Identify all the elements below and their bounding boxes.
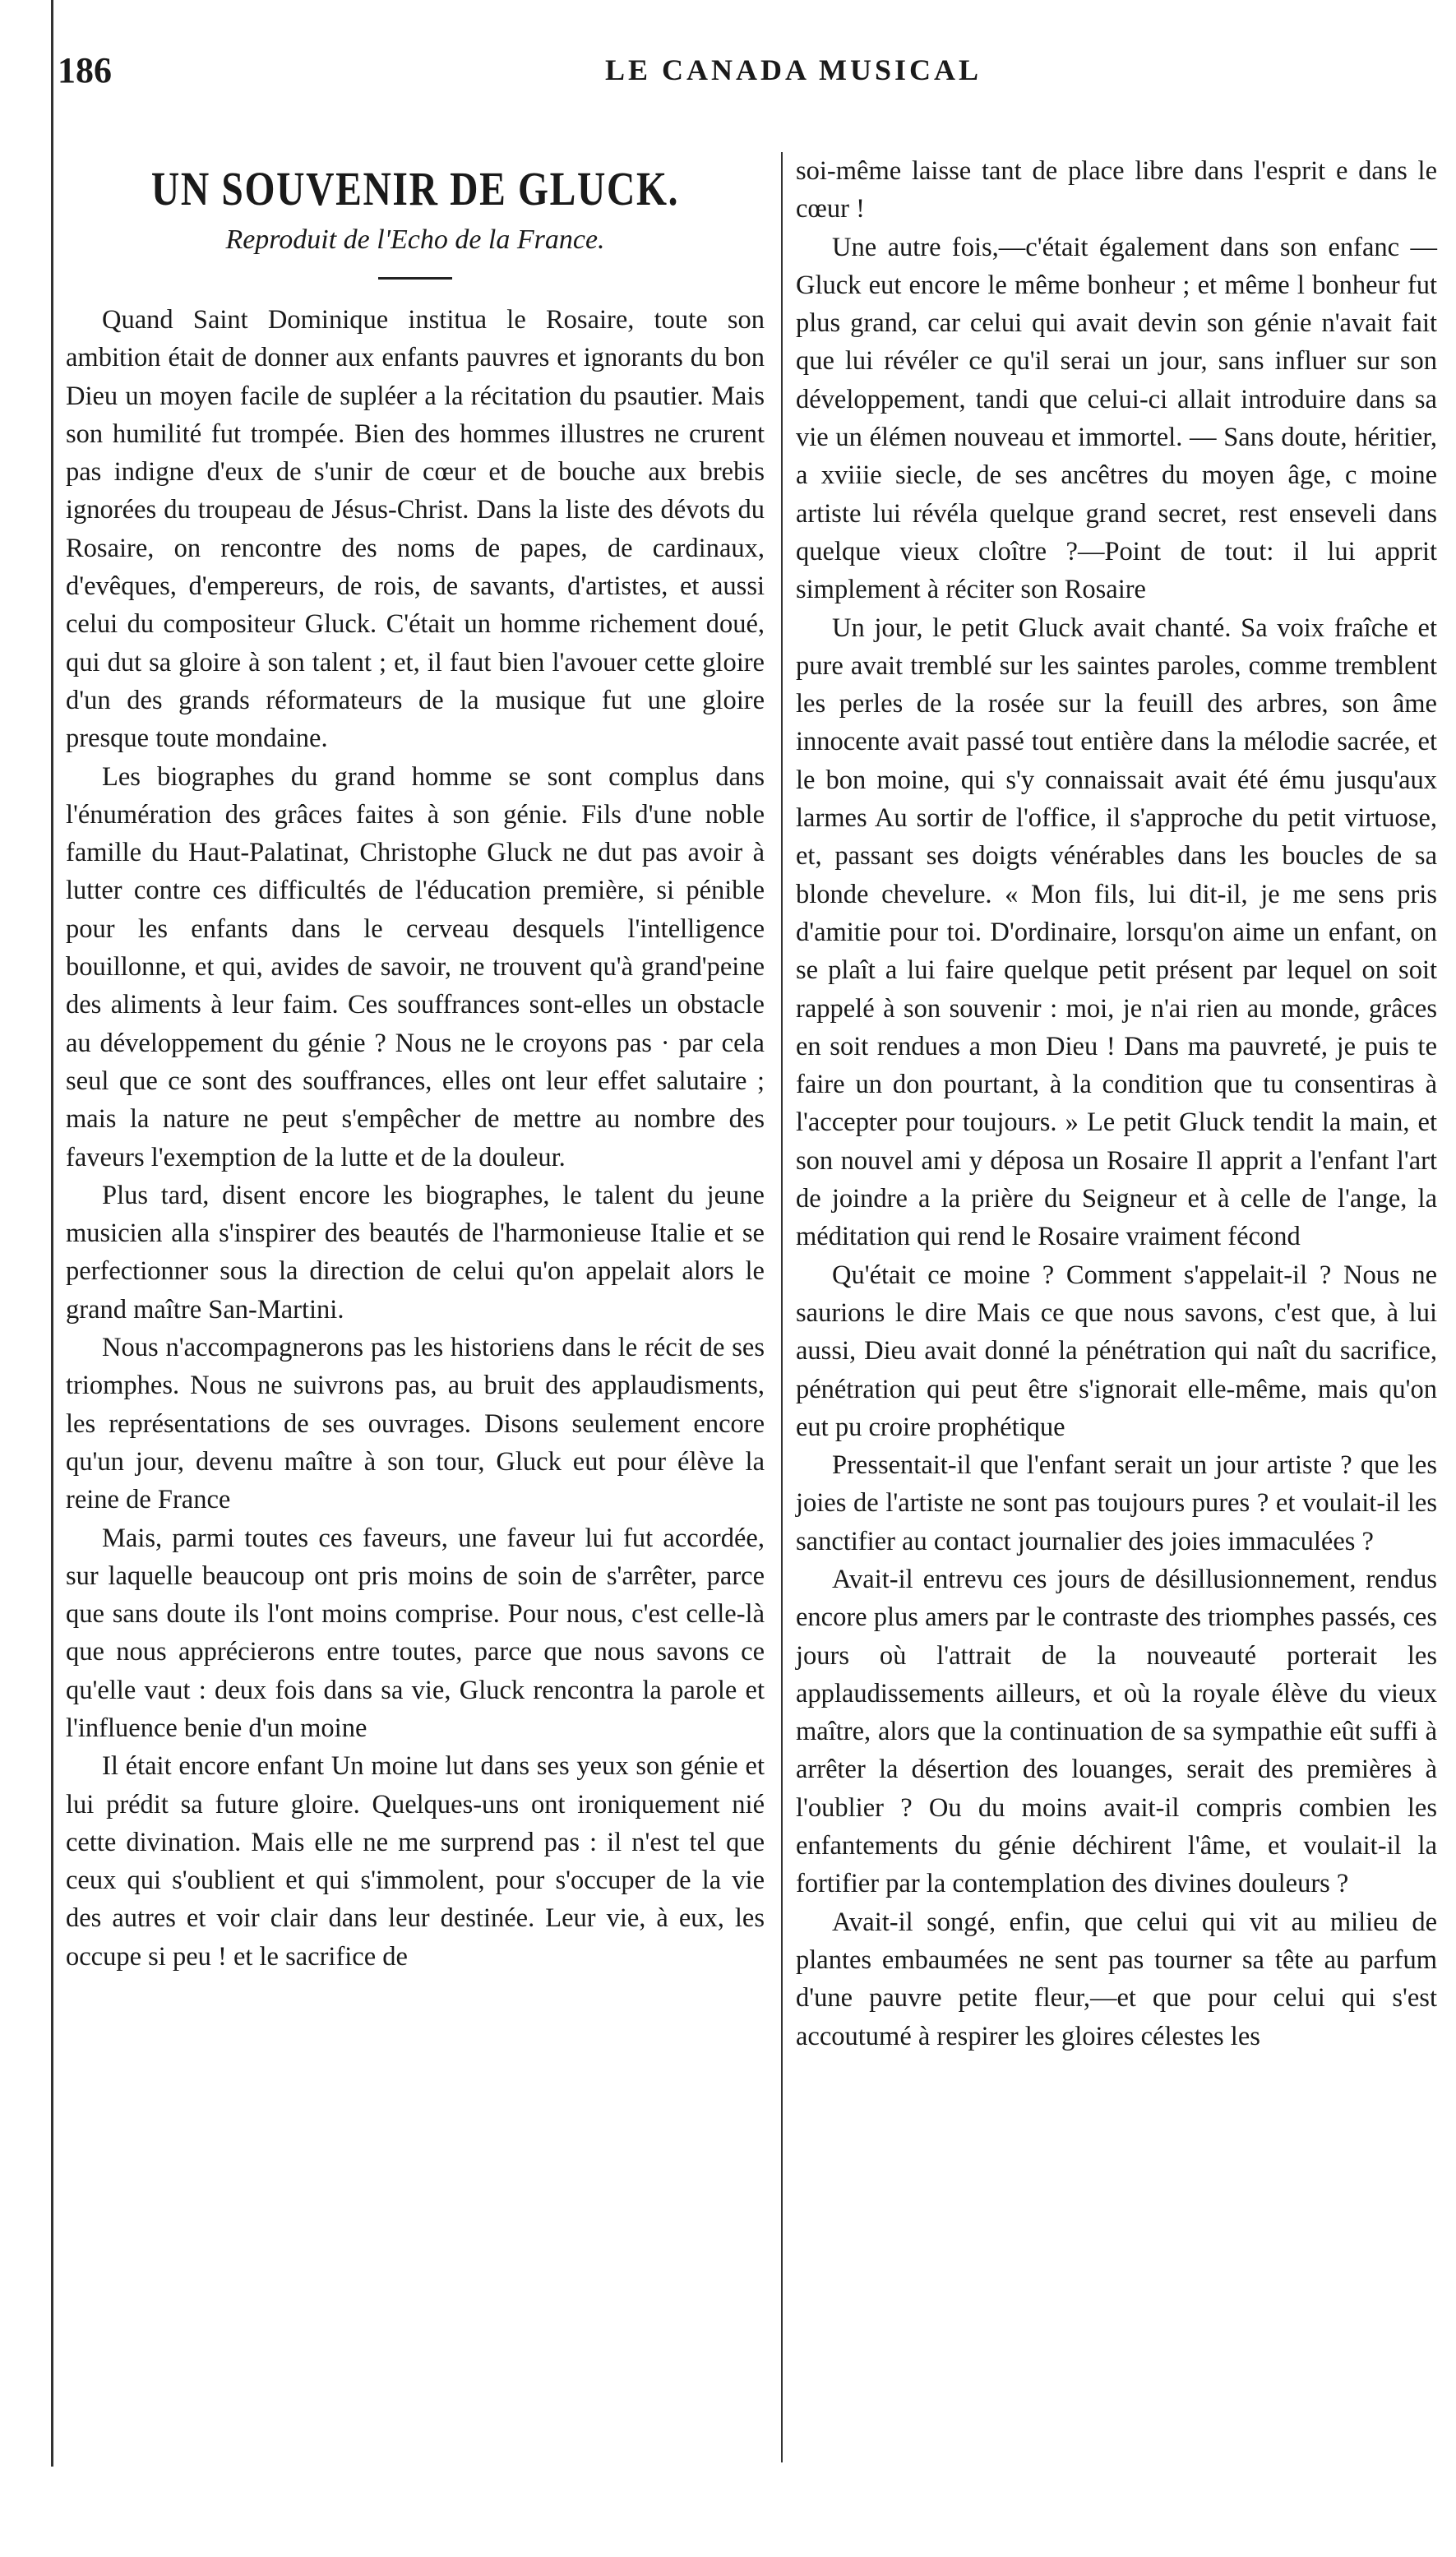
paragraph: Quand Saint Dominique institua le Rosaire, toute son ambition était de donner aux enfants pauvres et ignorants du bon Dieu un moyen facile de supléer a la récitation du psautier. Mais son humilité fut trompée. Bien des hommes illustres ne crurent pas indigne d'eux de s'unir de cœur et de bouche aux brebis ignorées du troupeau de Jésus-Christ. Dans la liste des dévots du Rosaire, on rencontre des noms de papes, de cardinaux, d'evêques, d'empereurs, de rois, de savants, d'artistes, et aussi celui du compositeur Gluck. C'était un homme richement doué, qui dut sa gloire à son talent ; et, il faut bien l'avouer cette gloire d'un des grands réformateurs de la musique fut une gloire presque toute mondaine. [66,305,765,754]
page-number: 186 [58,50,112,90]
paragraph: Qu'était ce moine ? Comment s'appelait-il ? Nous ne saurions le dire Mais ce que nous savons, c'est que, à lui aussi, Dieu avait donné la pénétration qui naît du sacrifice, pénétration qui peut être s'ignorait elle-même, mais qu'on eut pu croire prophétique [796,1260,1437,1442]
paragraph: Pressentait-il que l'enfant serait un jour artiste ? que les joies de l'artiste ne sont pas toujours pures ? et voulait-il les sanctifier au contact journalier des joies immaculées ? [796,1450,1437,1556]
paragraph: Avait-il entrevu ces jours de désillusionnement, rendus encore plus amers par le contraste des triomphes passés, ces jours où l'attrait de la nouveauté porterait les applaudissements ailleurs, et où la royale élève du vieux maître, alors que la continuation de sa sympathie eût suffi à arrêter la désertion des louanges, serait des premières à l'oublier ? Ou du moins avait-il compris combien les enfantements du génie déchirent l'âme, et voulait-il la fortifier par la contemplation des divines douleurs ? [796,1564,1437,1899]
paragraph: Les biographes du grand homme se sont complus dans l'énumération des grâces faites à son génie. Fils d'une noble famille du Haut-Palatinat, Christophe Gluck ne dut pas avoir à lutter contre ces difficultés de l'éducation première, si pénible pour les enfants dans le cerveau desquels l'intelligence bouillonne, et qui, avides de savoir, ne trouvent qu'à grand'peine des aliments à leur faim. Ces souffrances sont-elles un obstacle au développement du génie ? Nous ne le croyons pas · par cela seul que ce sont des souffrances, elles ont leur effet salutaire ; mais la nature ne peut s'empêcher de mettre au nombre des faveurs l'exemption de la lutte et de la douleur. [66,761,765,1172]
column-right [796,152,1437,2055]
paragraph: Nous n'accompagnerons pas les historiens dans le récit de ses triomphes. Nous ne suivrons pas, au bruit des applaudisments, les représentations de ses ouvrages. Disons seulement encore qu'un jour, devenu maître à son tour, Gluck eut pour élève la reine de France [66,1333,765,1515]
page-header [49,49,1398,99]
article-title: UN SOUVENIR DE GLUCK. [150,162,680,215]
column-divider [781,152,783,2462]
article-subtitle: Reproduit de l'Echo de la France. [225,224,605,255]
paragraph: Une autre fois,—c'était également dans son enfanc —Gluck eut encore le même bonheur ; et même l bonheur fut plus grand, car celui qui avait devin son génie n'avait fait que lui révéler ce qu'il serai un jour, sans influer sur son développement, tandi que celui-ci allait introduire dans sa vie un élémen nouveau et immortel. — Sans doute, héritier, a xviiie siecle, de ses ancêtres du moyen âge, c moine artiste lui révéla quelque grand secret, rest enseveli dans quelque vieux cloître ?—Point de tout: il lui apprit simplement à réciter son Rosaire [796,232,1437,605]
paragraph: Avait-il songé, enfin, que celui qui vit au milieu de plantes embaumées ne sent pas tourner sa tête au parfum d'une pauvre petite fleur,—et que pour celui qui s'est accoutumé à respirer les gloires célestes les [796,1907,1437,2051]
title-separator [378,277,452,280]
paragraph: Mais, parmi toutes ces faveurs, une faveur lui fut accordée, sur laquelle beaucoup ont pris moins de soin de s'arrêter, parce que sans doute ils l'ont moins comprise. Pour nous, c'est celle-là que nous apprécierons entre toutes, parce que nous savons ce qu'elle vaut : deux fois dans sa vie, Gluck rencontra la parole et l'influence benie d'un moine [66,1523,765,1743]
paragraph: soi-même laisse tant de place libre dans l'esprit e dans le cœur ! [796,156,1437,224]
paragraph: Un jour, le petit Gluck avait chanté. Sa voix fraîche et pure avait tremblé sur les saintes paroles, comme tremblent les perles de la rosée sur la feuill des arbres, son âme innocente avait passé tout entière dans la mélodie sacrée, et le bon moine, qui s'y connaissait avait été ému jusqu'aux larmes Au sortir de l'office, il s'approche du petit virtuose, et, passant ses doigts vénérables dans les boucles de sa blonde chevelure. « Mon fils, lui dit-il, je me sens pris d'amitie pour toi. D'ordinaire, lorsqu'on aime un enfant, on se plaît a lui faire quelque petit présent par lequel on soit rappelé à son souvenir : moi, je n'ai rien au monde, grâces en soit rendues a mon Dieu ! Dans ma pauvreté, je puis te faire un don pourtant, à la condition que tu consentiras à l'accepter pour toujours. » Le petit Gluck tendit la main, et son nouvel ami y déposa un Rosaire Il apprit a l'enfant l'art de joindre a la prière du Seigneur et à celle de l'ange, la méditation qui rend le Rosaire vraiment fécond [796,613,1437,1252]
left-margin-rule [51,0,53,2467]
column-left [66,152,765,1976]
running-title: LE CANADA MUSICAL [604,53,982,86]
paragraph: Plus tard, disent encore les biographes, le talent du jeune musicien alla s'inspirer des beautés de l'harmonieuse Italie et se perfectionner sous la direction de celui qu'on appelait alors le grand maître San-Martini. [66,1180,765,1325]
paragraph: Il était encore enfant Un moine lut dans ses yeux son génie et lui prédit sa future gloire. Quelques-uns ont ironiquement nié cette divination. Mais elle ne me surprend pas : il n'est tel que ceux qui s'oublient et qui s'immolent, pour s'occuper de la vie des autres et voir clair dans leur destinée. Leur vie, à eux, les occupe si peu ! et le sacrifice de [66,1751,765,1972]
